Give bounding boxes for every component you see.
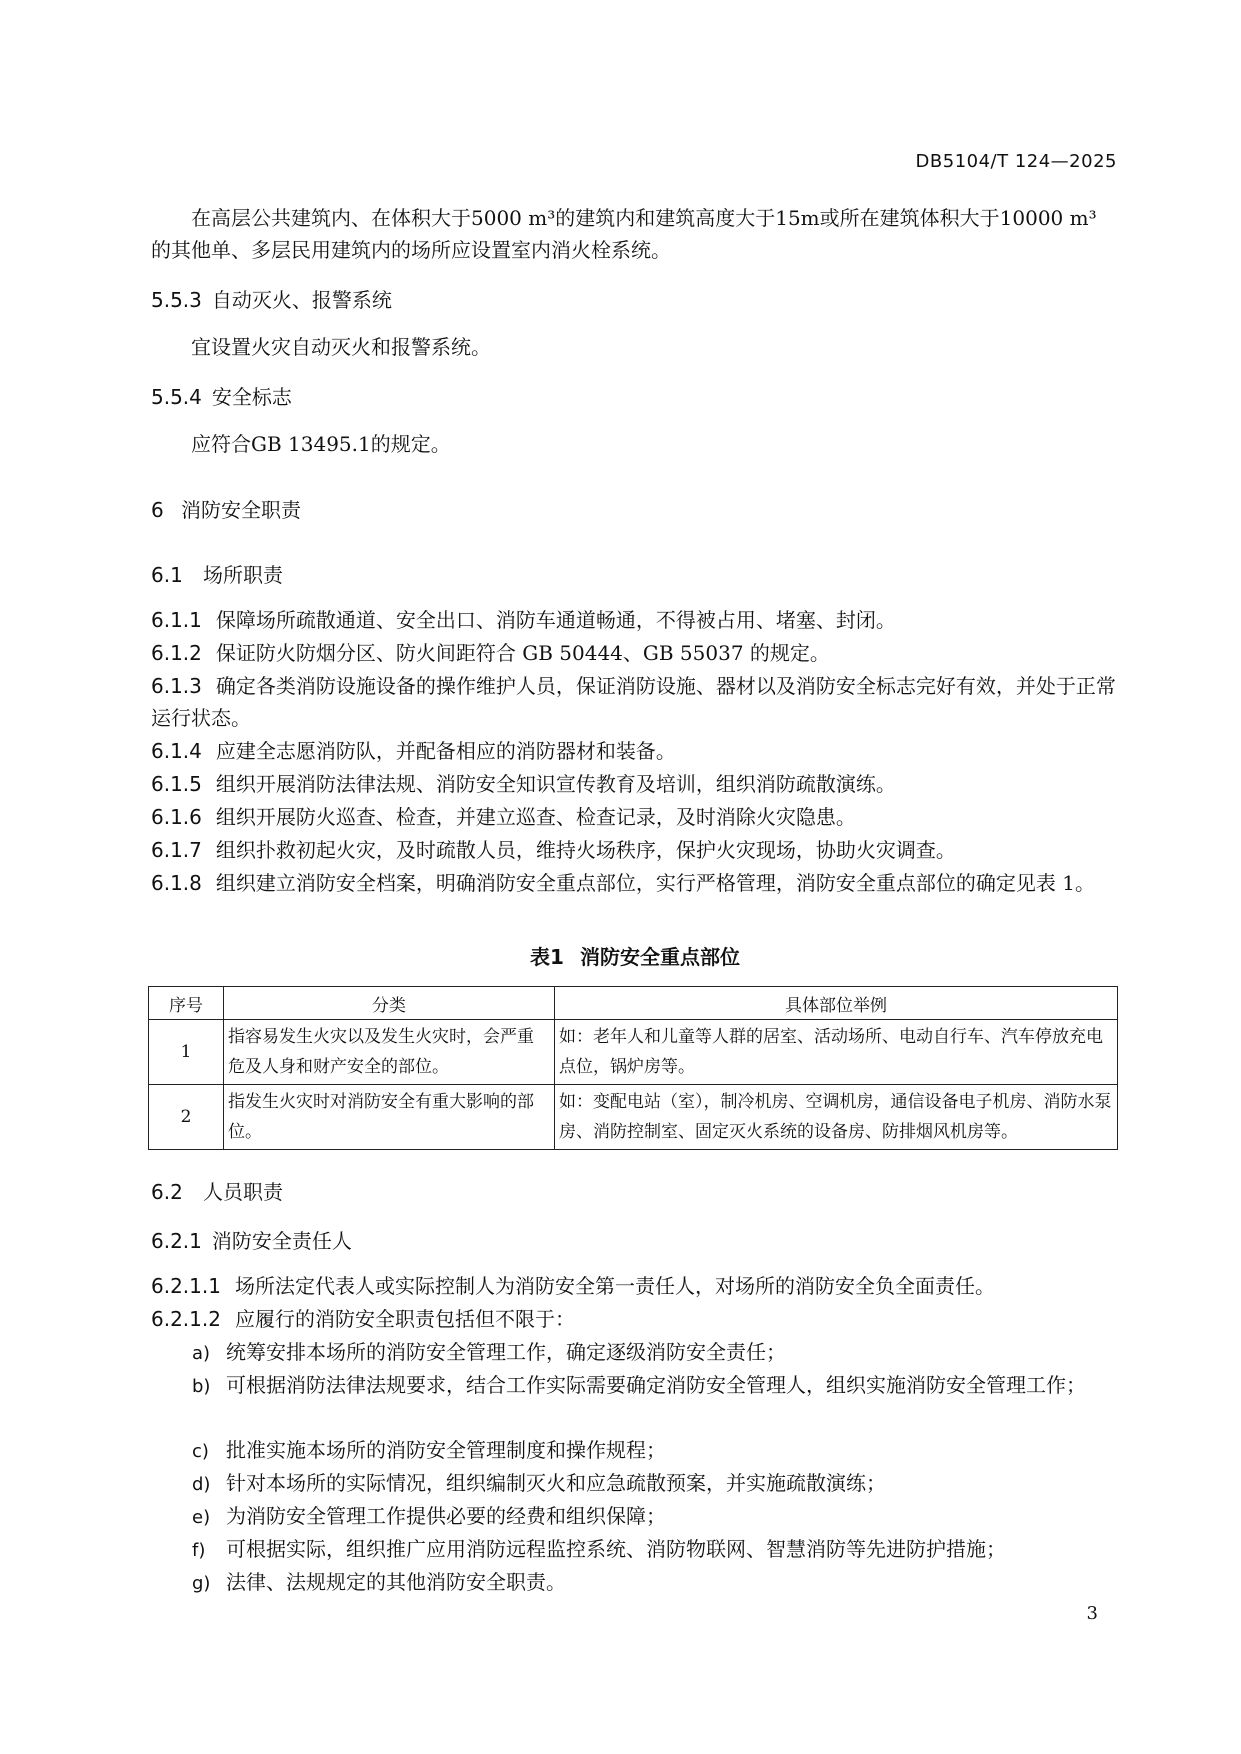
section-title: 场所职责 (203, 563, 283, 587)
row-examples: 如：变配电站（室），制冷机房、空调机房，通信设备电子机房、消防水泵房、消防控制室、固定灭火系统的设备房、防排烟风机房等。 (555, 1085, 1118, 1150)
section-title: 消防安全职责 (181, 498, 301, 522)
section-number: 5.5.4 (151, 385, 202, 409)
header-no: 序号 (149, 987, 224, 1020)
list-label: b) (192, 1376, 211, 1397)
section-6-1-heading (151, 559, 283, 588)
doc-code-header: DB5104/T 124—2025 (915, 151, 1117, 172)
clause-number: 6.1.3 (151, 674, 202, 698)
clause-text: 组织开展防火巡查、检查，并建立巡查、检查记录，及时消除火灾隐患。 (215, 805, 856, 829)
list-label: f) (192, 1540, 206, 1561)
clause-text: 组织开展消防法律法规、消防安全知识宣传教育及培训，组织消防疏散演练。 (215, 772, 896, 796)
clause-text: 应履行的消防安全职责包括但不限于： (234, 1307, 575, 1331)
row-examples: 如：老年人和儿童等人群的居室、活动场所、电动自行车、汽车停放充电点位，锅炉房等。 (555, 1020, 1118, 1085)
section-5-5-4-body: 应符合GB 13495.1的规定。 (191, 432, 451, 456)
clause-number: 6.2.1.1 (151, 1274, 221, 1298)
clause-6-2-1-1 (151, 1270, 1119, 1302)
clause-6-1-6 (151, 801, 1119, 833)
clause-6-1-4 (151, 735, 1119, 767)
clause-6-2-1-2 (151, 1303, 1119, 1335)
section-5-5-4-heading (151, 381, 292, 410)
intro-line-2: 的其他单、多层民用建筑内的场所应设置室内消火栓系统。 (151, 238, 671, 262)
list-label: e) (192, 1507, 211, 1528)
clause-text: 确定各类消防设施设备的操作维护人员，保证消防设施、器材以及消防安全标志完好有效，并处于正常运行状态。 (151, 674, 1116, 730)
list-label: a) (192, 1343, 211, 1364)
table-row (149, 1085, 1118, 1150)
clause-number: 6.1.5 (151, 772, 202, 796)
row-no: 2 (149, 1085, 224, 1150)
clause-number: 6.1.7 (151, 838, 202, 862)
section-number: 6.2 (151, 1180, 183, 1204)
section-title: 人员职责 (203, 1180, 283, 1204)
list-label: c) (192, 1441, 209, 1462)
list-text: 可根据实际，组织推广应用消防远程监控系统、消防物联网、智慧消防等先进防护措施； (226, 1537, 1006, 1561)
list-item (192, 1566, 1118, 1600)
clause-number: 6.1.6 (151, 805, 202, 829)
section-6-2-1-heading (151, 1225, 352, 1254)
section-title: 安全标志 (211, 385, 292, 409)
list-text: 为消防安全管理工作提供必要的经费和组织保障； (226, 1504, 666, 1528)
section-6-heading (151, 494, 301, 523)
list-item (192, 1500, 1118, 1534)
list-item (192, 1467, 1118, 1501)
key-locations-table (148, 986, 1118, 1150)
header-category: 分类 (224, 987, 555, 1020)
clause-text: 保障场所疏散通道、安全出口、消防车通道畅通，不得被占用、堵塞、封闭。 (215, 608, 896, 632)
section-title: 消防安全责任人 (211, 1229, 352, 1253)
clause-number: 6.1.1 (151, 608, 202, 632)
list-label: g) (192, 1573, 211, 1594)
list-text: 针对本场所的实际情况，组织编制灭火和应急疏散预案，并实施疏散演练； (226, 1471, 886, 1495)
intro-line-1: 在高层公共建筑内、在体积大于5000 m³的建筑内和建筑高度大于15m或所在建筑体积大于10000 m³ (191, 206, 1097, 230)
table-row (149, 1020, 1118, 1085)
clause-text: 组织扑救初起火灾，及时疏散人员，维持火场秩序，保护火灾现场，协助火灾调查。 (215, 838, 956, 862)
clause-number: 6.2.1.2 (151, 1307, 221, 1331)
list-text: 可根据消防法律法规要求，结合工作实际需要确定消防安全管理人，组织实施消防安全管理工作； (226, 1373, 1086, 1397)
clause-number: 6.1.8 (151, 871, 202, 895)
clause-6-1-3 (151, 670, 1119, 734)
clause-text: 组织建立消防安全档案，明确消防安全重点部位，实行严格管理，消防安全重点部位的确定见表 1。 (215, 871, 1095, 895)
section-5-5-3-body: 宜设置火灾自动灭火和报警系统。 (191, 335, 491, 359)
clause-6-1-5 (151, 768, 1119, 800)
table-header-row (149, 987, 1118, 1020)
clause-6-1-2 (151, 637, 1119, 669)
row-category: 指发生火灾时对消防安全有重大影响的部位。 (224, 1085, 555, 1150)
table-caption-title: 消防安全重点部位 (579, 945, 740, 969)
clause-number: 6.1.4 (151, 739, 202, 763)
list-text: 统筹安排本场所的消防安全管理工作，确定逐级消防安全责任； (226, 1340, 786, 1364)
section-number: 5.5.3 (151, 288, 202, 312)
section-number: 6 (151, 498, 164, 522)
list-text: 法律、法规规定的其他消防安全职责。 (226, 1570, 566, 1594)
table-caption-number: 表1 (530, 945, 564, 969)
section-number: 6.2.1 (151, 1229, 202, 1253)
header-examples: 具体部位举例 (555, 987, 1118, 1020)
table-caption (151, 941, 1119, 970)
clause-6-1-8 (151, 867, 1119, 899)
list-text: 批准实施本场所的消防安全管理制度和操作规程； (226, 1438, 666, 1462)
list-item (192, 1533, 1118, 1567)
page-number: 3 (1086, 1603, 1098, 1624)
section-6-2-heading (151, 1176, 283, 1205)
clause-text: 保证防火防烟分区、防火间距符合 GB 50444、GB 55037 的规定。 (215, 641, 830, 665)
clause-6-1-7 (151, 834, 1119, 866)
section-5-5-3-heading (151, 284, 392, 313)
row-no: 1 (149, 1020, 224, 1085)
clause-text: 应建全志愿消防队，并配备相应的消防器材和装备。 (215, 739, 676, 763)
row-category: 指容易发生火灾以及发生火灾时，会严重危及人身和财产安全的部位。 (224, 1020, 555, 1085)
clause-text: 场所法定代表人或实际控制人为消防安全第一责任人，对场所的消防安全负全面责任。 (234, 1274, 995, 1298)
section-number: 6.1 (151, 563, 183, 587)
list-item (192, 1369, 1118, 1403)
list-label: d) (192, 1474, 211, 1495)
clause-6-1-1 (151, 604, 1119, 636)
list-item (192, 1434, 1118, 1468)
clause-number: 6.1.2 (151, 641, 202, 665)
section-title: 自动灭火、报警系统 (211, 288, 392, 312)
list-item (192, 1336, 1118, 1370)
